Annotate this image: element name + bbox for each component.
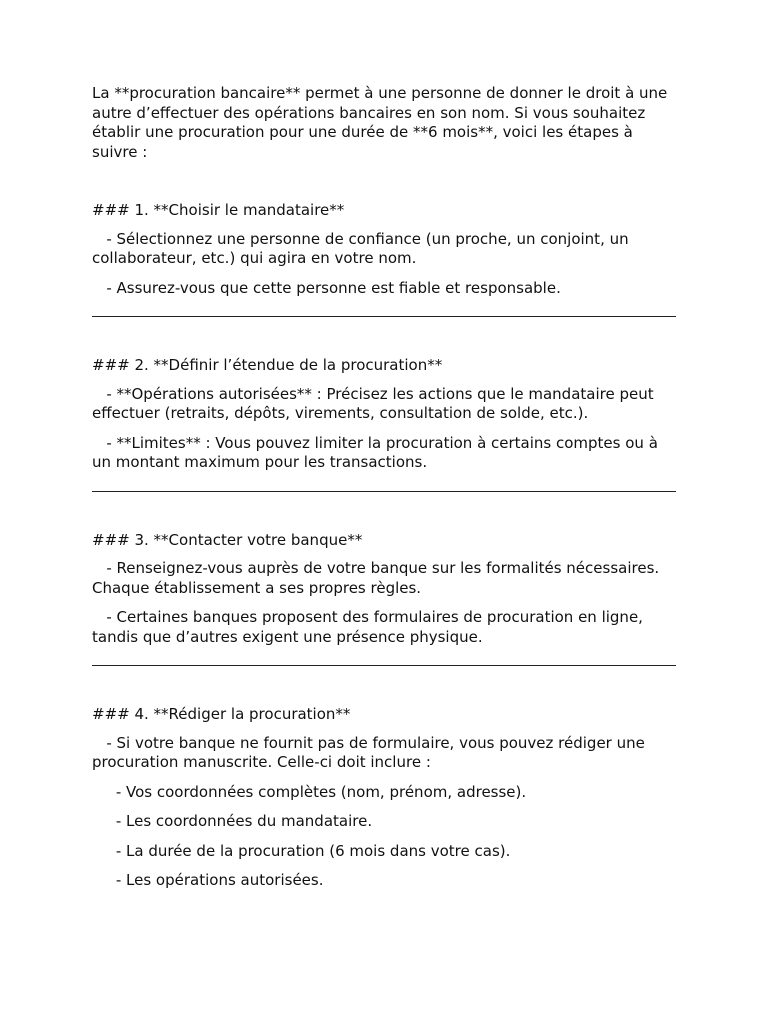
section-2: [92, 356, 676, 473]
section-4: [92, 705, 676, 891]
section-2-item-1: - **Opérations autorisées** : Précisez les actions que le mandataire peut effectuer (retraits, dépôts, virements, consultation de solde, etc.).: [92, 384, 654, 422]
section-3: [92, 531, 676, 648]
divider-1: [92, 316, 676, 317]
section-4-subitem-3: - La durée de la procuration (6 mois dans votre cas).: [115, 841, 511, 860]
section-4-subitem-2: - Les coordonnées du mandataire.: [115, 812, 373, 830]
section-2-title: ### 2. **Définir l’étendue de la procuration**: [92, 356, 443, 374]
section-1-title: ### 1. **Choisir le mandataire**: [92, 201, 345, 219]
section-1: [92, 201, 676, 298]
section-3-item-1: - Renseignez-vous auprès de votre banque sur les formalités nécessaires. Chaque établissement a ses propres règles.: [92, 559, 660, 597]
section-4-subitem-1: - Vos coordonnées complètes (nom, prénom, adresse).: [115, 782, 527, 801]
section-1-item-2: - Assurez-vous que cette personne est fiable et responsable.: [106, 278, 561, 297]
section-3-item-2: - Certaines banques proposent des formulaires de procuration en ligne, tandis que d’autres exigent une présence physique.: [92, 608, 643, 646]
section-4-item-1: - Si votre banque ne fournit pas de formulaire, vous pouvez rédiger une procuration manuscrite. Celle-ci doit inclure :: [92, 733, 645, 771]
section-4-title: ### 4. **Rédiger la procuration**: [92, 705, 351, 723]
divider-2: [92, 491, 676, 492]
section-3-title: ### 3. **Contacter votre banque**: [92, 530, 363, 549]
divider-3: [92, 665, 676, 666]
document-body: [92, 84, 676, 901]
intro-paragraph: La **procuration bancaire** permet à une personne de donner le droit à une autre d’effectuer des opérations bancaires en son nom. Si vous souhaitez établir une procuration pour une durée de **6 mois**, voici les étapes à suivre :: [92, 84, 668, 161]
section-4-subitem-4: - Les opérations autorisées.: [115, 871, 324, 889]
section-2-item-2: - **Limites** : Vous pouvez limiter la procuration à certains comptes ou à un montant maximum pour les transactions.: [92, 433, 658, 471]
section-1-item-1: - Sélectionnez une personne de confiance (un proche, un conjoint, un collaborateur, etc.) qui agira en votre nom.: [92, 229, 629, 267]
